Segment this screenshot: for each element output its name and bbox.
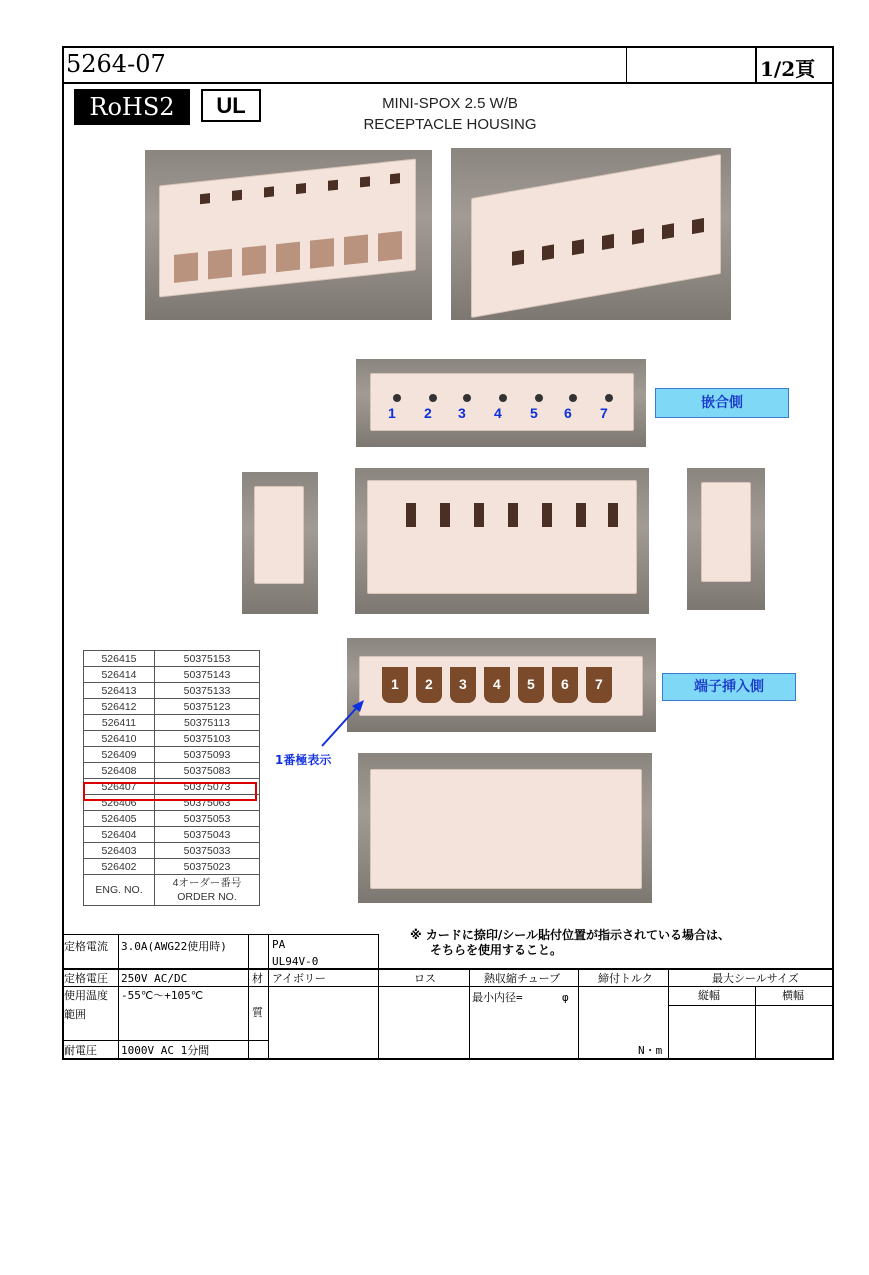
order-no-cell: 50375153: [155, 651, 260, 667]
eng-no-cell: 526407: [84, 779, 155, 795]
rated-current-label: 定格電流: [64, 940, 108, 953]
temp-label-2: 範囲: [64, 1008, 86, 1021]
spec-col: [378, 934, 379, 1060]
order-no-cell: 50375093: [155, 747, 260, 763]
order-table-row: [84, 859, 260, 875]
terminal-insert-side-label: 端子挿入側: [662, 673, 796, 701]
order-no-cell: 50375083: [155, 763, 260, 779]
eng-no-cell: 526408: [84, 763, 155, 779]
order-table-row: [84, 715, 260, 731]
tube-min-id: 最小内径=: [472, 991, 523, 1004]
pin-label: 2: [424, 405, 432, 421]
torque-unit: N・m: [638, 1044, 663, 1057]
order-no-cell: 50375073: [155, 779, 260, 795]
phi-symbol: φ: [562, 991, 569, 1004]
pin-label: 7: [595, 676, 603, 692]
pin-label: 2: [425, 676, 433, 692]
pin-label: 7: [600, 405, 608, 421]
order-no-cell: 50375113: [155, 715, 260, 731]
material-1: PA: [272, 938, 286, 951]
title-line-1: MINI-SPOX 2.5 W/B: [382, 95, 518, 112]
eng-no-cell: 526406: [84, 795, 155, 811]
spec-col: [668, 968, 669, 1060]
highlighted-row-marker: [83, 782, 257, 801]
order-table-row: [84, 843, 260, 859]
eng-no-cell: 526412: [84, 699, 155, 715]
order-table-row: [84, 731, 260, 747]
temp-label-1: 使用温度: [64, 989, 108, 1002]
order-table-row: [84, 747, 260, 763]
temp-value: -55℃～+105℃: [121, 989, 204, 1002]
ul-badge: UL: [201, 89, 261, 122]
spec-col: [578, 968, 579, 1060]
terminal-side-photo: [347, 638, 656, 732]
pin-label: 5: [527, 676, 535, 692]
lot-header: ロス: [414, 972, 436, 985]
order-no-cell: 50375133: [155, 683, 260, 699]
rated-voltage-label: 定格電圧: [64, 972, 108, 985]
spec-col: [755, 986, 756, 1060]
rated-voltage-value: 250V AC/DC: [121, 972, 188, 985]
order-no-cell: 50375043: [155, 827, 260, 843]
order-no-cell: 50375143: [155, 667, 260, 683]
spec-line: [668, 1005, 834, 1006]
eng-no-cell: 526409: [84, 747, 155, 763]
order-number-table: [83, 650, 260, 906]
spec-col: [469, 968, 470, 1060]
rated-current-value: 3.0A(AWG22使用時): [121, 940, 227, 953]
material-2: UL94V-0: [272, 955, 319, 968]
pin1-arrow-icon: [318, 696, 368, 750]
order-no-header-jp: 4オーダー番号: [172, 877, 242, 889]
pin-label: 3: [458, 405, 466, 421]
order-no-cell: 50375033: [155, 843, 260, 859]
header-row: [62, 46, 834, 84]
eng-no-cell: 526404: [84, 827, 155, 843]
eng-no-cell: 526414: [84, 667, 155, 683]
side-view-right-photo: [687, 468, 765, 610]
order-no-cell: 50375063: [155, 795, 260, 811]
spec-col: [248, 934, 249, 1060]
order-no-cell: 50375103: [155, 731, 260, 747]
part-number: 5264-07: [66, 50, 166, 78]
eng-no-cell: 526405: [84, 811, 155, 827]
rohs-badge: RoHS2: [74, 89, 190, 125]
pin-label: 4: [494, 405, 502, 421]
page-number: 1/2頁: [760, 57, 816, 81]
product-title: [320, 93, 580, 135]
pin-label: 3: [459, 676, 467, 692]
pin-label: 6: [561, 676, 569, 692]
eng-no-cell: 526402: [84, 859, 155, 875]
eng-no-cell: 526413: [84, 683, 155, 699]
torque-header: 締付トルク: [598, 972, 653, 985]
spec-line: [62, 986, 834, 987]
pin-label: 1: [391, 676, 399, 692]
order-no-cell: 50375023: [155, 859, 260, 875]
eng-no-cell: 526415: [84, 651, 155, 667]
spec-line: [62, 1040, 268, 1041]
note-line-1: ※ カードに捺印/シール貼付位置が指示されている場合は、: [410, 928, 730, 942]
pin-label: 1: [388, 405, 396, 421]
header-divider: [626, 46, 627, 84]
eng-no-cell: 526410: [84, 731, 155, 747]
note: [410, 928, 730, 958]
spec-col: [268, 934, 269, 1060]
order-table-row: [84, 763, 260, 779]
spec-line: [62, 968, 834, 970]
order-table-row: [84, 651, 260, 667]
eng-no-cell: 526403: [84, 843, 155, 859]
pin-label: 5: [530, 405, 538, 421]
order-table-row: [84, 811, 260, 827]
material-label-1: 材: [252, 972, 263, 985]
seal-header: 最大シールサイズ: [712, 972, 799, 985]
withstand-value: 1000V AC 1分間: [121, 1044, 210, 1057]
material-3: アイボリー: [272, 972, 327, 985]
pin1-indicator-label: 1番極表示: [275, 753, 332, 767]
order-table-row: [84, 699, 260, 715]
tube-header: 熱収縮チューブ: [484, 972, 561, 985]
pin-label: 4: [493, 676, 501, 692]
side-view-left-photo: [242, 472, 318, 614]
order-no-cell: 50375053: [155, 811, 260, 827]
pin-label: 6: [564, 405, 572, 421]
order-no-cell: 50375123: [155, 699, 260, 715]
spec-line: [62, 934, 378, 935]
bottom-view-photo: [358, 753, 652, 903]
order-no-header-en: ORDER NO.: [177, 891, 237, 903]
header-divider: [755, 46, 757, 84]
eng-no-header: ENG. NO.: [84, 875, 155, 906]
product-photo-front: [145, 150, 432, 320]
order-table-row: [84, 683, 260, 699]
order-table-row: [84, 827, 260, 843]
material-label-2: 質: [252, 1006, 263, 1019]
top-view-photo: [355, 468, 649, 614]
order-table-row: [84, 667, 260, 683]
title-line-2: RECEPTACLE HOUSING: [363, 116, 537, 133]
eng-no-cell: 526411: [84, 715, 155, 731]
order-no-header: [155, 875, 260, 906]
seal-height: 縦幅: [698, 989, 720, 1002]
note-line-2: そちらを使用すること。: [430, 943, 563, 957]
product-photo-rear: [451, 148, 731, 320]
mating-side-label: 嵌合側: [655, 388, 789, 418]
seal-width: 横幅: [782, 989, 804, 1002]
mating-side-photo: [356, 359, 646, 447]
spec-col: [118, 934, 119, 1060]
withstand-label: 耐電圧: [64, 1044, 97, 1057]
